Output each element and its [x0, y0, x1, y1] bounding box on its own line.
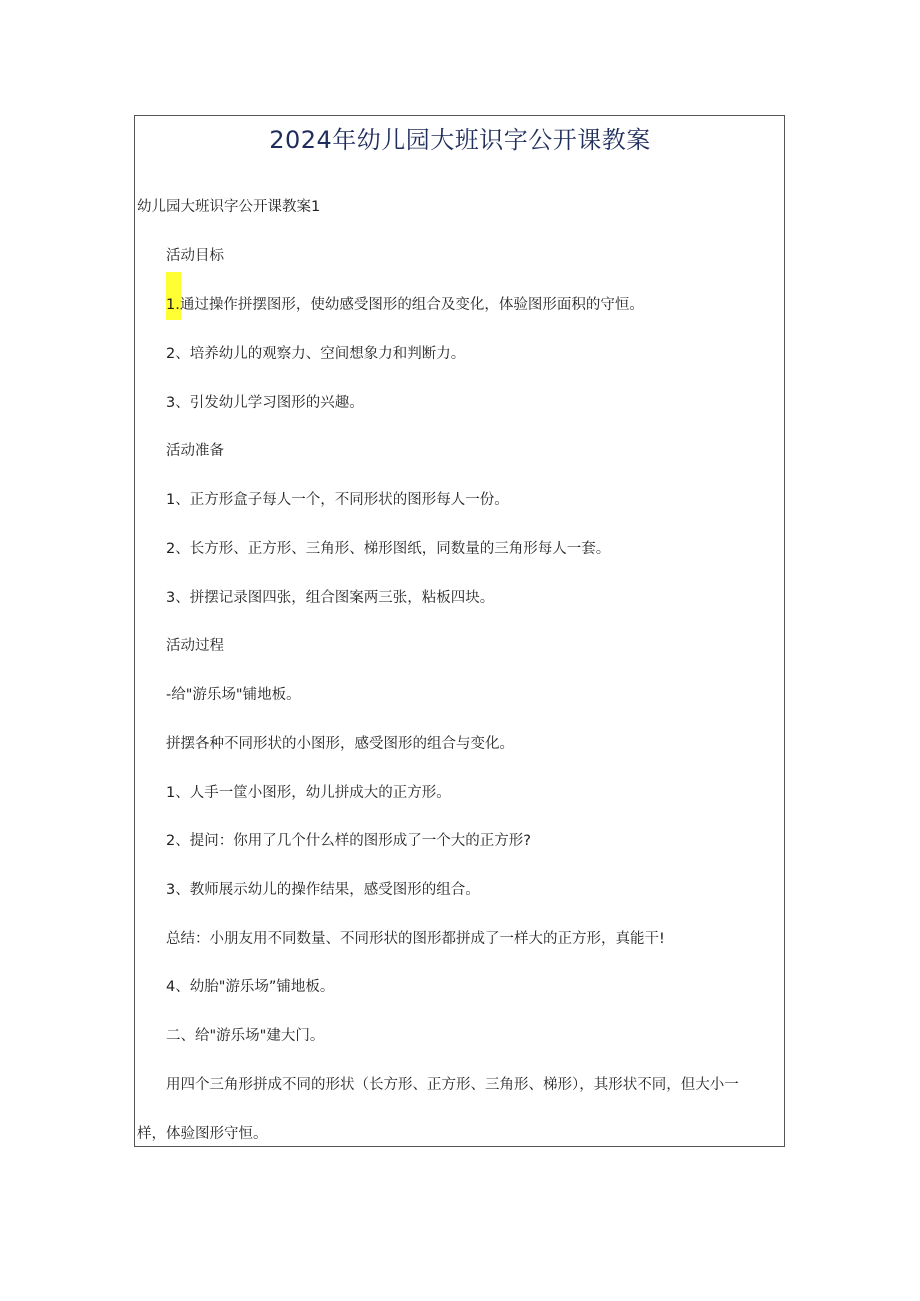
paragraph-line: 1.通过操作拼摆图形，使幼感受图形的组合及变化，体验图形面积的守恒。 [166, 297, 644, 313]
paragraph-line: 3、拼摆记录图四张，组合图案两三张，粘板四块。 [166, 590, 495, 606]
paragraph-line: 活动准备 [166, 443, 224, 459]
paragraph-line: 用四个三角形拼成不同的形状（长方形、正方形、三角形、梯形），其形状不同，但大小一 [166, 1077, 739, 1093]
paragraph-line: 二、给"游乐场"建大门。 [166, 1028, 325, 1044]
paragraph-line: 2、培养幼儿的观察力、空间想象力和判断力。 [166, 346, 466, 362]
paragraph-line: 活动目标 [166, 248, 224, 264]
paragraph-line: 总结：小朋友用不同数量、不同形状的图形都拼成了一样大的正方形，真能干! [166, 931, 665, 947]
paragraph-line: 3、引发幼儿学习图形的兴趣。 [166, 395, 364, 411]
paragraph-line: 拼摆各种不同形状的小图形，感受图形的组合与变化。 [166, 736, 514, 752]
paragraph-line: 2、提问：你用了几个什么样的图形成了一个大的正方形? [166, 833, 531, 849]
paragraph-line: 2、长方形、正方形、三角形、梯形图纸，同数量的三角形每人一套。 [166, 541, 611, 557]
paragraph-line: 3、教师展示幼儿的操作结果，感受图形的组合。 [166, 882, 480, 898]
paragraph-line: 4、幼胎"游乐场”铺地板。 [166, 979, 335, 995]
paragraph-line: 1、人手一筐小图形，幼儿拼成大的正方形。 [166, 785, 451, 801]
document-title: 2024年幼儿园大班识字公开课教案 [269, 126, 651, 154]
section-heading: 幼儿园大班识字公开课教案1 [137, 199, 321, 215]
paragraph-line: 样，体验图形守恒。 [137, 1126, 268, 1142]
paragraph-line: 1、正方形盒子每人一个，不同形状的图形每人一份。 [166, 492, 509, 508]
paragraph-line: -给"游乐场"铺地板。 [166, 687, 301, 703]
paragraph-line: 活动过程 [166, 638, 224, 654]
